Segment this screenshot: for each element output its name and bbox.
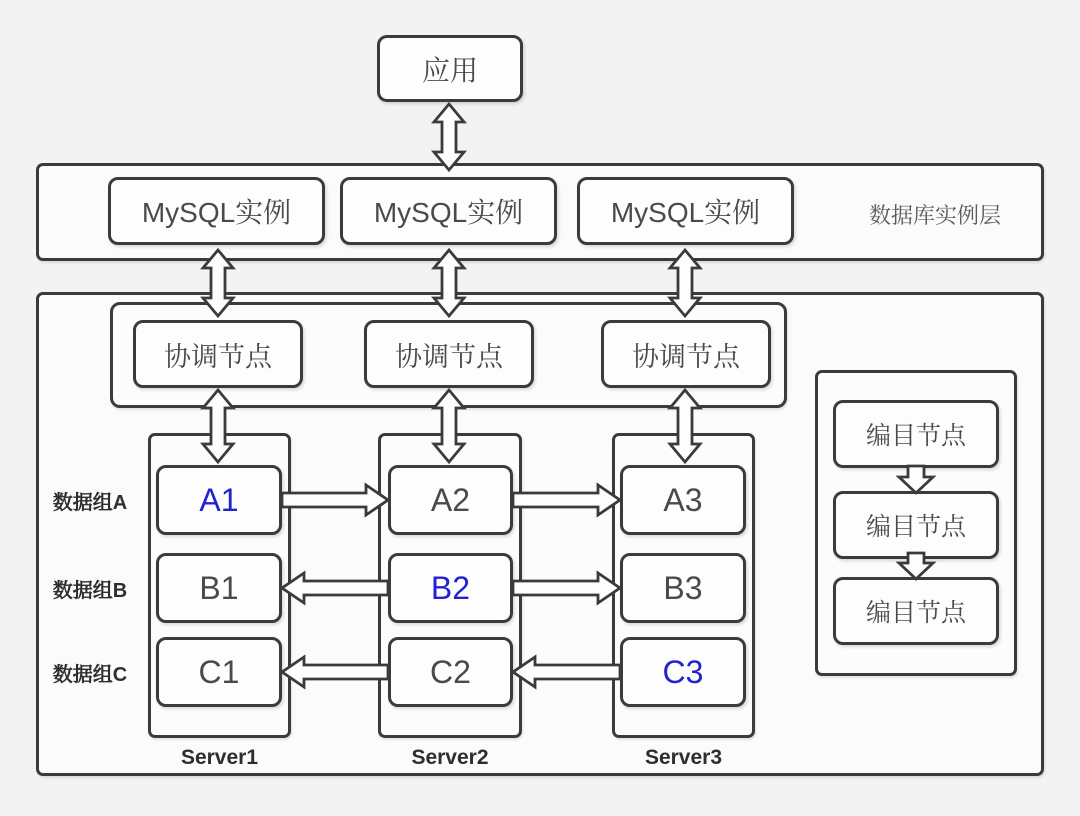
data-node-label: A2 [430,481,471,518]
data-node-b1 [156,553,282,623]
server1-label: Server1 [180,746,259,769]
data-node-b2 [388,553,513,623]
data-node-a3 [620,465,746,535]
data-node-label: B3 [663,569,703,606]
catalog-node-label: 编目节点 [865,422,966,450]
server2-label: Server2 [411,746,489,769]
data-node-label: B2 [430,569,471,606]
data-node-label: A1 [199,481,239,518]
mysql-instance-node-3 [577,177,794,245]
data-node-label: C2 [430,653,471,690]
application-label: 应用 [421,54,478,86]
arrow-app-instance-layer [434,104,464,170]
mysql-instance-label: MySQL实例 [610,197,761,228]
coordinator-node-2 [364,320,534,388]
data-node-c2 [388,637,513,707]
data-node-label: A3 [663,481,703,518]
data-node-label: C3 [662,653,704,690]
data-node-b3 [620,553,746,623]
row-label-group-b: 数据组B [52,579,128,602]
catalog-node-label: 编目节点 [865,599,966,627]
coordinator-label: 协调节点 [632,341,740,372]
catalog-node-3 [833,577,999,645]
coordinator-node-1 [133,320,303,388]
instance-layer-title: 数据库实例层 [868,202,1001,228]
application-node [377,35,523,102]
mysql-instance-node-1 [108,177,325,245]
data-node-c3 [620,637,746,707]
data-node-label: B1 [199,569,239,606]
data-node-label: C1 [198,653,240,690]
data-node-a2 [388,465,513,535]
coordinator-label: 协调节点 [395,341,503,372]
data-node-a1 [156,465,282,535]
catalog-node-2 [833,491,999,559]
catalog-node-label: 编目节点 [865,513,966,541]
row-label-group-a: 数据组A [52,491,128,514]
row-label-group-c: 数据组C [52,663,128,686]
mysql-instance-label: MySQL实例 [141,197,292,228]
coordinator-node-3 [601,320,771,388]
server3-label: Server3 [644,746,723,769]
coordinator-label: 协调节点 [164,341,272,372]
catalog-node-1 [833,400,999,468]
mysql-instance-node-2 [340,177,557,245]
data-node-c1 [156,637,282,707]
mysql-instance-label: MySQL实例 [373,197,524,228]
